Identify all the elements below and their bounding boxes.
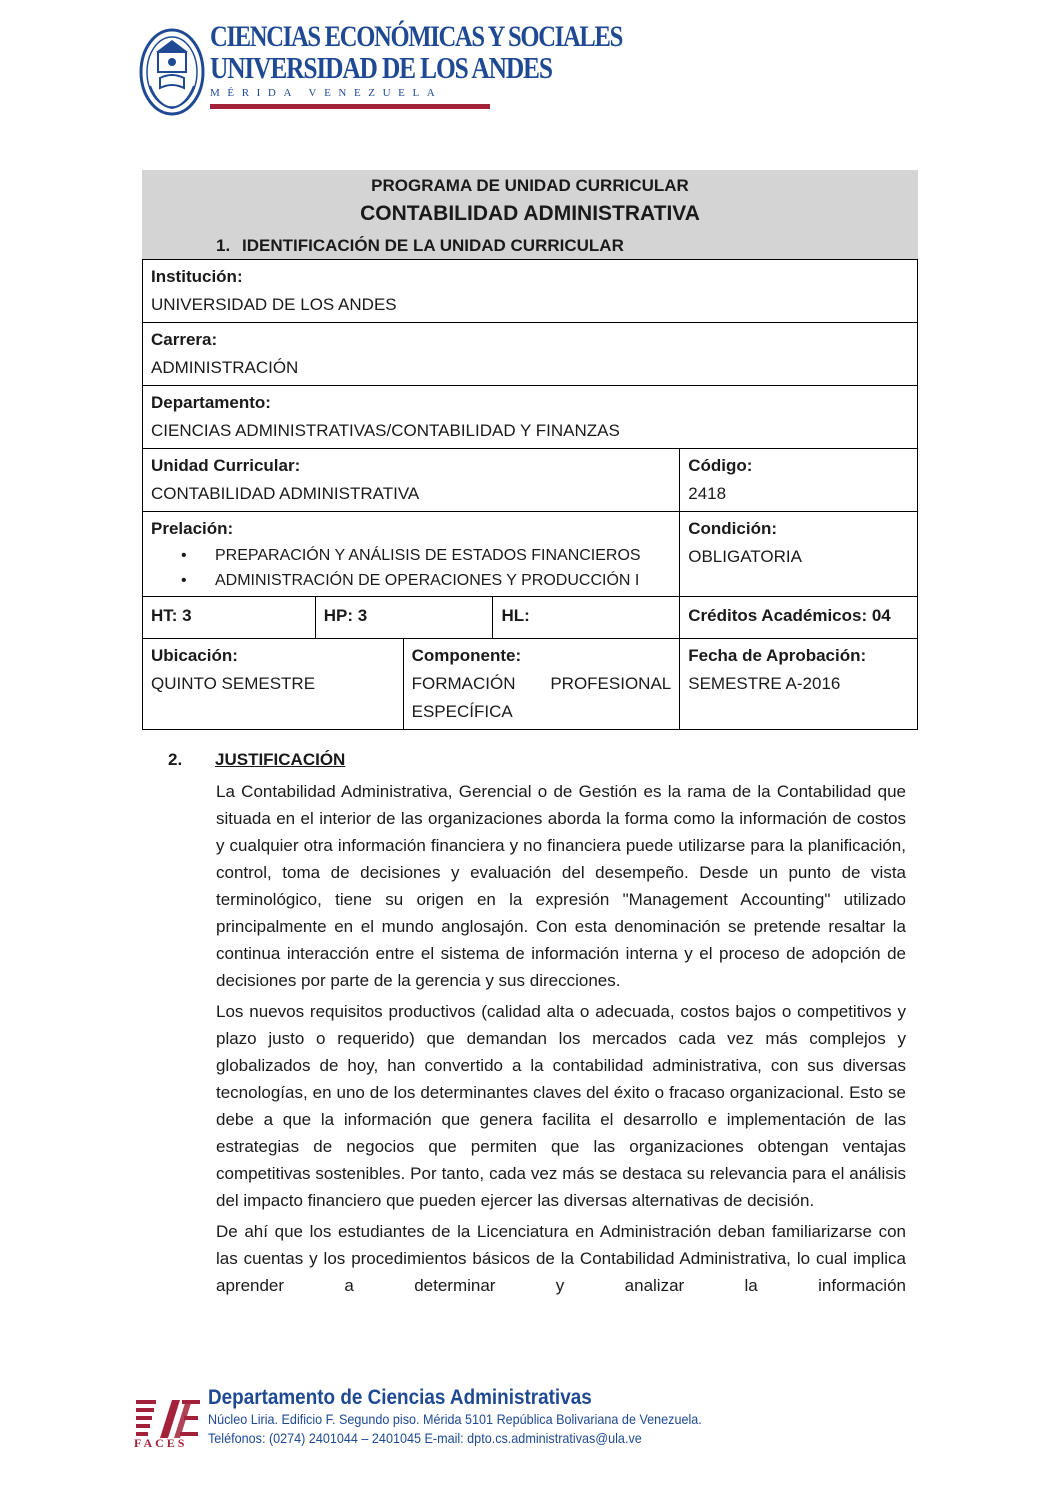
- departamento-cell: [143, 386, 918, 449]
- institucion-cell: [143, 260, 918, 323]
- faces-label: FACES: [134, 1436, 188, 1450]
- table-row: [143, 449, 918, 512]
- section1-heading: [216, 236, 624, 256]
- course-title: CONTABILIDAD ADMINISTRATIVA: [360, 202, 700, 225]
- footer-contact: Teléfonos: (0274) 2401044 – 2401045 E-mail: dpto.cs.administrativas@ula.ve: [208, 1430, 642, 1446]
- table-row: [143, 386, 918, 449]
- fecha-cell: [680, 639, 918, 730]
- carrera-label: Carrera:: [151, 330, 218, 349]
- footer-department: Departamento de Ciencias Administrativas: [208, 1386, 592, 1409]
- logo-location: MÉRIDA VENEZUELA: [210, 87, 443, 99]
- departamento-value: CIENCIAS ADMINISTRATIVAS/CONTABILIDAD Y FINANZAS: [151, 421, 620, 440]
- section1-number: 1.: [216, 236, 231, 255]
- hl-cell: HL:: [493, 597, 680, 639]
- table-row: [143, 597, 918, 639]
- section1-title: IDENTIFICACIÓN DE LA UNIDAD CURRICULAR: [242, 236, 624, 255]
- paragraph: De ahí que los estudiantes de la Licenciatura en Administración deban familiarizarse con las cuentas y los procedimientos básicos de la Contabilidad Administrativa, lo cual implica aprender a determinar y analizar la información: [216, 1222, 906, 1295]
- hp-cell: HP: 3: [315, 597, 493, 639]
- departamento-label: Departamento:: [151, 393, 271, 412]
- fecha-value: SEMESTRE A-2016: [688, 674, 841, 693]
- codigo-cell: [680, 449, 918, 512]
- list-item: • PREPARACIÓN Y ANÁLISIS DE ESTADOS FINANCIEROS: [181, 543, 671, 568]
- carrera-cell: [143, 323, 918, 386]
- paragraph: Los nuevos requisitos productivos (calidad alta o adecuada, costos bajos o competitivos y plazo justo o requerido) que demandan los mercados cada vez más complejos y globalizados de hoy, han convertido a la contabilidad administrativa, con sus diversas tecnologías, en uno de los determinantes claves del éxito o fracaso organizacional. Esto se debe a que la información que genera facilita el desarrollo e implementación de las estrategias de negocios que permiten que las organizaciones obtengan ventajas competitivas sostenibles. Por tanto, cada vez más se destaca su relevancia para el análisis del impacto financiero que pueden ejercer las diversas alternativas de decisión.: [216, 1002, 906, 1210]
- institucion-label: Institución:: [151, 267, 243, 286]
- section2-body: [216, 778, 906, 1303]
- creditos-cell: Créditos Académicos: 04: [680, 597, 918, 639]
- ubicacion-label: Ubicación:: [151, 646, 238, 665]
- condicion-cell: [680, 512, 918, 597]
- prelacion-label: Prelación:: [151, 519, 234, 538]
- componente-value-line2: ESPECÍFICA: [411, 702, 513, 721]
- logo-title-faculty: CIENCIAS ECONÓMICAS Y SOCIALES: [210, 20, 622, 53]
- section2-title: JUSTIFICACIÓN: [215, 750, 346, 769]
- institucion-value: UNIVERSIDAD DE LOS ANDES: [151, 295, 397, 314]
- componente-cell: [403, 639, 680, 730]
- table-row: [143, 260, 918, 323]
- logo-divider: [210, 104, 490, 109]
- ubicacion-cell: [143, 639, 404, 730]
- section2-heading: [168, 750, 345, 770]
- codigo-value: 2418: [688, 484, 727, 503]
- componente-value-line1: FORMACIÓN PROFESIONAL: [411, 674, 672, 693]
- fecha-label: Fecha de Aprobación:: [688, 646, 867, 665]
- ubicacion-value: QUINTO SEMESTRE: [151, 674, 316, 693]
- ht-cell: HT: 3: [143, 597, 316, 639]
- list-item: • ADMINISTRACIÓN DE OPERACIONES Y PRODUCCIÓN I: [181, 568, 671, 593]
- codigo-label: Código:: [688, 456, 753, 475]
- logo-title-university: UNIVERSIDAD DE LOS ANDES: [210, 50, 552, 85]
- university-seal-icon: [138, 26, 206, 116]
- unidad-cell: [143, 449, 680, 512]
- footer: [134, 1386, 734, 1456]
- header-logo: [138, 20, 622, 118]
- table-row: [143, 512, 918, 597]
- condicion-label: Condición:: [688, 519, 778, 538]
- footer-address: Núcleo Liria. Edificio F. Segundo piso. Mérida 5101 República Bolivariana de Venezuela.: [208, 1411, 702, 1427]
- title-block: [142, 170, 918, 260]
- prelacion-list: [151, 543, 671, 593]
- paragraph: La Contabilidad Administrativa, Gerencial o de Gestión es la rama de la Contabilidad que situada en el interior de las organizaciones aborda la forma como la información de costos y cualquier otra información financiera y no financiera puede utilizarse para la planificación, control, toma de decisiones y evaluación del desempeño. Desde un punto de vista terminológico, tiene su origen en la expresión "Management Accounting" utilizado principalmente en el mundo anglosajón. Con esta denominación se pretende resaltar la continua interacción entre el sistema de información interna y el proceso de adopción de decisiones por parte de la gerencia y sus direcciones.: [216, 782, 906, 990]
- section2-number: 2.: [168, 750, 183, 769]
- unidad-label: Unidad Curricular:: [151, 456, 301, 475]
- unidad-value: CONTABILIDAD ADMINISTRATIVA: [151, 484, 420, 503]
- table-row: [143, 639, 918, 730]
- prelacion-cell: [143, 512, 680, 597]
- table-row: [143, 323, 918, 386]
- program-title: PROGRAMA DE UNIDAD CURRICULAR: [371, 176, 689, 195]
- condicion-value: OBLIGATORIA: [688, 547, 802, 566]
- carrera-value: ADMINISTRACIÓN: [151, 358, 299, 377]
- componente-label: Componente:: [411, 646, 522, 665]
- identification-table: [142, 259, 918, 730]
